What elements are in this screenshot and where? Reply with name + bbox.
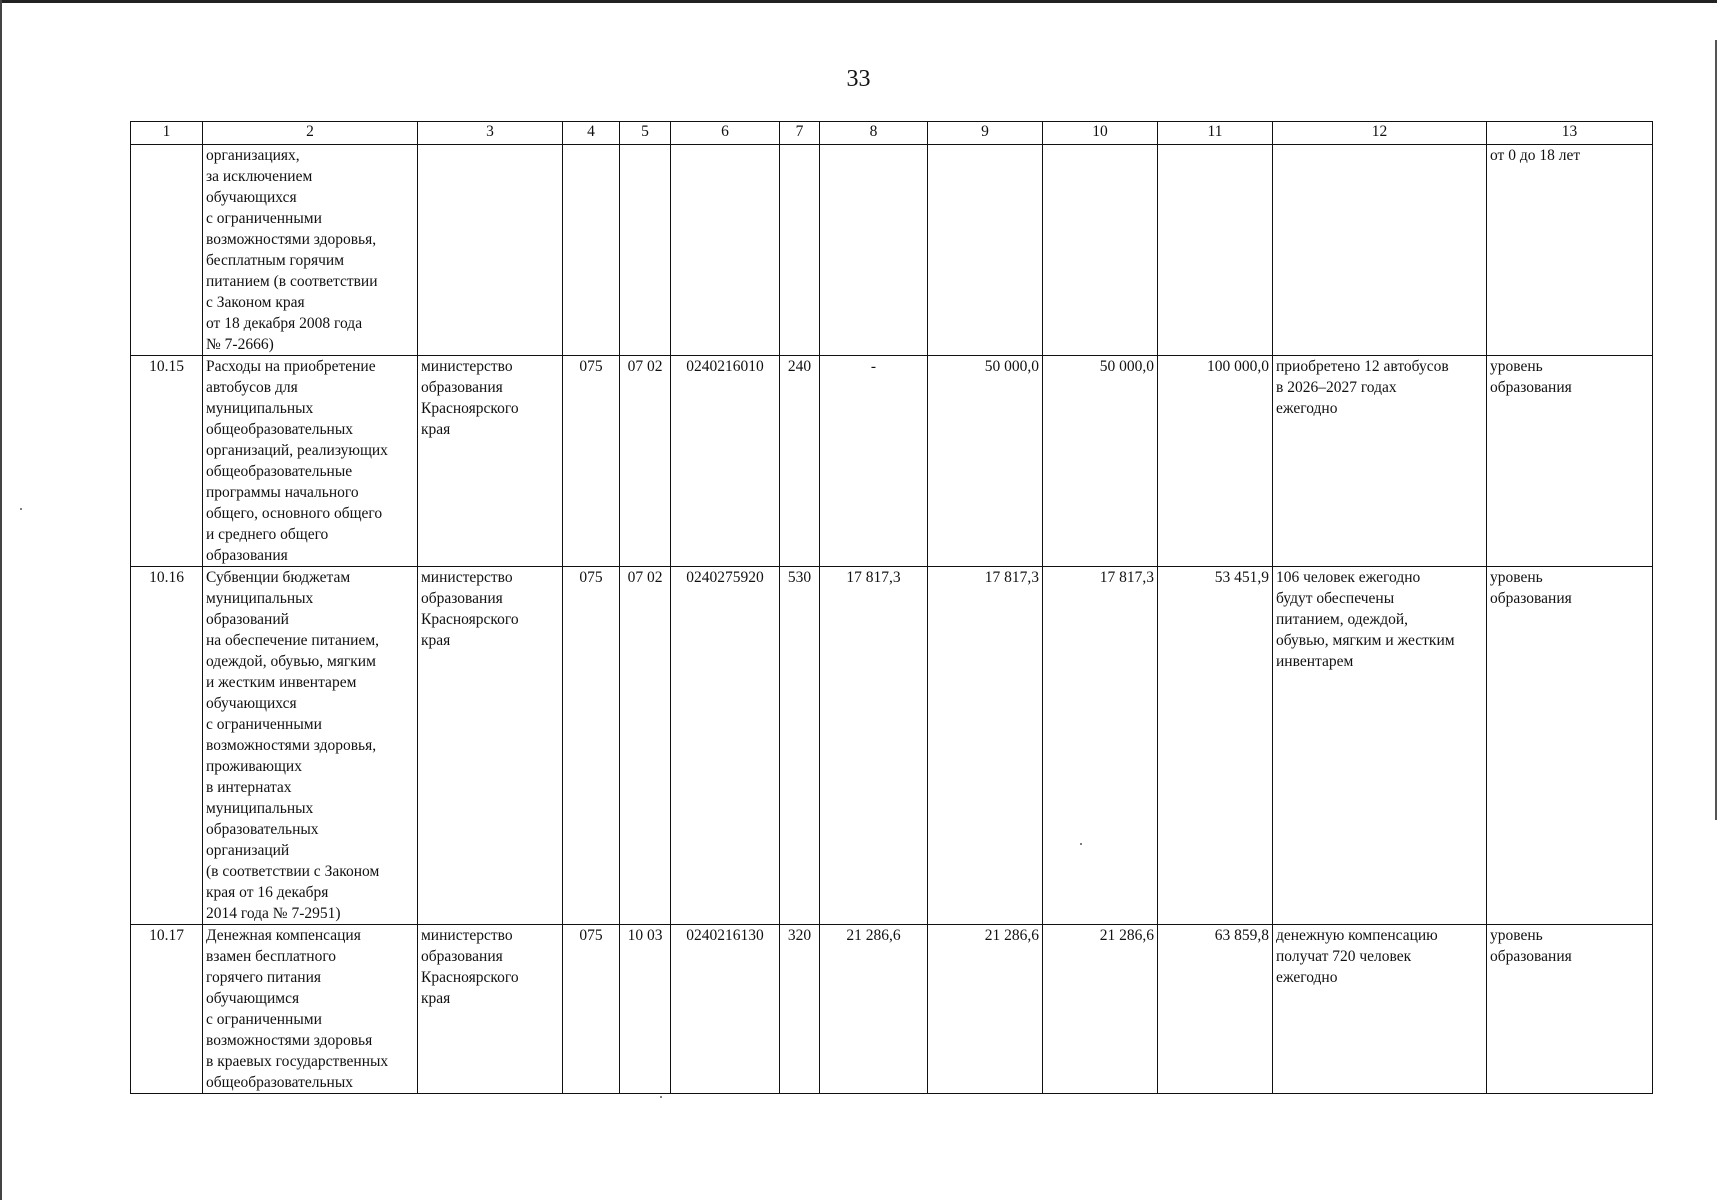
table-row: [131, 145, 1653, 356]
vr-code: 240: [780, 356, 820, 567]
amount-year-2: 21 286,6: [928, 925, 1043, 1094]
amount-total: 63 859,8: [1158, 925, 1273, 1094]
row-number: 10.15: [131, 356, 203, 567]
vr-code: 530: [780, 567, 820, 925]
indicator-level: уровень образования: [1487, 567, 1653, 925]
row-number: 10.16: [131, 567, 203, 925]
amount-year-2: 17 817,3: [928, 567, 1043, 925]
header-cell: 7: [780, 122, 820, 145]
csr-code: 0240275920: [671, 567, 780, 925]
header-cell: 3: [418, 122, 563, 145]
header-cell: 8: [820, 122, 928, 145]
header-cell: 2: [203, 122, 418, 145]
header-cell: 6: [671, 122, 780, 145]
amount-year-1: [820, 145, 928, 356]
scan-speck: [660, 1096, 662, 1098]
amount-year-3: [1043, 145, 1158, 356]
amount-year-3: 50 000,0: [1043, 356, 1158, 567]
header-cell: 1: [131, 122, 203, 145]
grbs-code: 075: [563, 925, 620, 1094]
amount-total: 53 451,9: [1158, 567, 1273, 925]
row-number: 10.17: [131, 925, 203, 1094]
expected-result: денежную компенсацию получат 720 человек ежегодно: [1273, 925, 1487, 1094]
table-row: [131, 356, 1653, 567]
indicator-level: уровень образования: [1487, 356, 1653, 567]
csr-code: 0240216010: [671, 356, 780, 567]
administrator: [418, 145, 563, 356]
csr-code: [671, 145, 780, 356]
header-cell: 13: [1487, 122, 1653, 145]
header-cell: 5: [620, 122, 671, 145]
vr-code: [780, 145, 820, 356]
measure-name: Денежная компенсация взамен бесплатного горячего питания обучающимся с ограниченными возможностями здоровья в краевых государственных общеобразовательных: [203, 925, 418, 1094]
administrator: министерство образования Красноярского края: [418, 356, 563, 567]
amount-year-1: 21 286,6: [820, 925, 928, 1094]
header-cell: 11: [1158, 122, 1273, 145]
header-cell: 4: [563, 122, 620, 145]
vr-code: 320: [780, 925, 820, 1094]
scan-speck: [20, 508, 22, 510]
expected-result: [1273, 145, 1487, 356]
administrator: министерство образования Красноярского края: [418, 567, 563, 925]
scan-edge-left: [0, 0, 2, 1200]
amount-year-1: -: [820, 356, 928, 567]
rzpr-code: 07 02: [620, 356, 671, 567]
header-cell: 10: [1043, 122, 1158, 145]
measure-name: Расходы на приобретение автобусов для муниципальных общеобразовательных организаций, реализующих общеобразовательные программы начального общего, основного общего и среднего общего образования: [203, 356, 418, 567]
grbs-code: [563, 145, 620, 356]
page-number: 33: [846, 66, 871, 92]
measure-name: организациях, за исключением обучающихся с ограниченными возможностями здоровья, бесплатным горячим питанием (в соответствии с Законом края от 18 декабря 2008 года № 7-2666): [203, 145, 418, 356]
row-number: [131, 145, 203, 356]
indicator-level: уровень образования: [1487, 925, 1653, 1094]
table-row: [131, 567, 1653, 925]
header-cell: 9: [928, 122, 1043, 145]
grbs-code: 075: [563, 567, 620, 925]
measure-name: Субвенции бюджетам муниципальных образований на обеспечение питанием, одеждой, обувью, мягким и жестким инвентарем обучающихся с ограниченными возможностями здоровья, проживающих в интернатах муниципальных образовательных организаций (в соответствии с Законом края от 16 декабря 2014 года № 7-2951): [203, 567, 418, 925]
amount-year-1: 17 817,3: [820, 567, 928, 925]
expected-result: 106 человек ежегодно будут обеспечены питанием, одеждой, обувью, мягким и жестким инвентарем: [1273, 567, 1487, 925]
rzpr-code: [620, 145, 671, 356]
expected-result: приобретено 12 автобусов в 2026–2027 годах ежегодно: [1273, 356, 1487, 567]
administrator: министерство образования Красноярского края: [418, 925, 563, 1094]
table-row: [131, 925, 1653, 1094]
amount-year-3: 21 286,6: [1043, 925, 1158, 1094]
scan-speck: [1080, 843, 1082, 845]
amount-year-3: 17 817,3: [1043, 567, 1158, 925]
amount-total: [1158, 145, 1273, 356]
csr-code: 0240216130: [671, 925, 780, 1094]
grbs-code: 075: [563, 356, 620, 567]
amount-year-2: [928, 145, 1043, 356]
header-cell: 12: [1273, 122, 1487, 145]
amount-total: 100 000,0: [1158, 356, 1273, 567]
amount-year-2: 50 000,0: [928, 356, 1043, 567]
scan-edge-top: [0, 0, 1717, 3]
indicator-level: от 0 до 18 лет: [1487, 145, 1653, 356]
rzpr-code: 10 03: [620, 925, 671, 1094]
rzpr-code: 07 02: [620, 567, 671, 925]
table-header-row: [131, 122, 1653, 145]
budget-table: [130, 121, 1653, 1094]
